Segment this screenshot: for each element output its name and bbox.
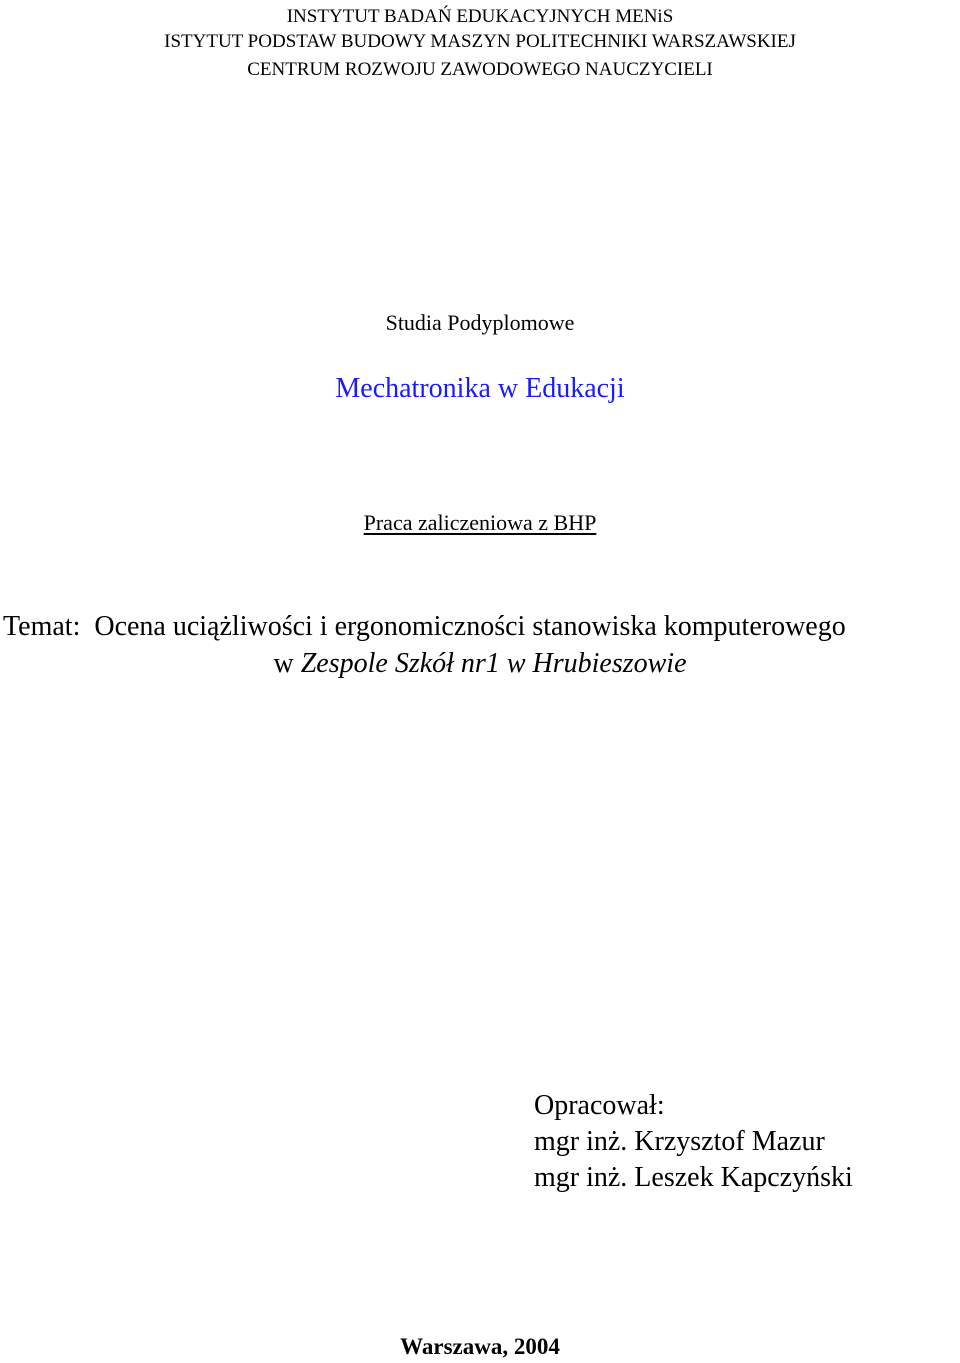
- topic-line-2: [0, 650, 960, 678]
- institution-line-3: CENTRUM ROZWOJU ZAWODOWEGO NAUCZYCIELI: [247, 59, 713, 80]
- work-type: [0, 512, 960, 534]
- place-date: Warszawa, 2004: [400, 1334, 560, 1359]
- program-type: Studia Podyplomowe: [385, 310, 575, 335]
- topic-label: Temat:: [3, 611, 81, 642]
- topic-text: Ocena uciążliwości i ergonomiczności stanowiska komputerowego: [94, 611, 846, 642]
- institution-line-2: ISTYTUT PODSTAW BUDOWY MASZYN POLITECHNIKI WARSZAWSKIEJ: [164, 31, 796, 52]
- institution-line-1: INSTYTUT BADAŃ EDUKACYJNYCH MENiS: [286, 6, 674, 27]
- topic-line-2-prefix: w: [273, 648, 294, 679]
- author-name: mgr inż. Leszek Kapczyński: [534, 1162, 853, 1193]
- topic-line-1: [3, 613, 846, 641]
- program-name: Mechatronika w Edukacji: [335, 373, 625, 404]
- author-name: mgr inż. Krzysztof Mazur: [534, 1126, 825, 1157]
- authors-block: [534, 1088, 853, 1196]
- work-type-text: Praca zaliczeniowa z BHP: [363, 510, 597, 535]
- school-name: Zespole Szkół nr1 w Hrubieszowie: [300, 648, 687, 679]
- authors-label: Opracował:: [534, 1090, 665, 1121]
